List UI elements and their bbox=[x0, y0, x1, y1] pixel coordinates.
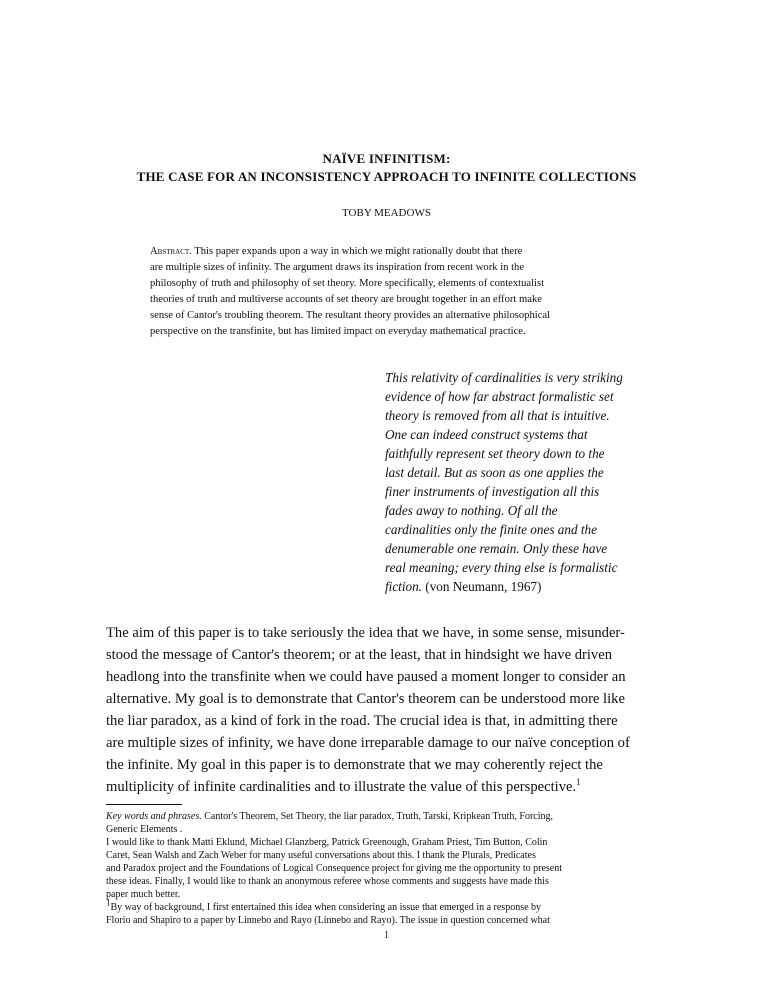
abstract-line: philosophy of truth and philosophy of set theory. More specifically, elements of contextualist bbox=[150, 278, 545, 289]
keywords-line: Cantor's Theorem, Set Theory, the liar paradox, Truth, Tarski, Kripkean Truth, Forcing, bbox=[201, 811, 553, 822]
epigraph-line: theory is removed from all that is intuitive. bbox=[385, 408, 610, 423]
author: TOBY MEADOWS bbox=[342, 207, 431, 219]
page-number: 1 bbox=[384, 930, 389, 941]
epigraph-line: denumerable one remain. Only these have bbox=[385, 541, 608, 556]
abstract-line: theories of truth and multiverse accounts of set theory are brought together in an effort make bbox=[150, 294, 542, 305]
epigraph-line: last detail. But as soon as one applies the bbox=[385, 465, 604, 480]
epigraph-line: fiction. bbox=[385, 579, 422, 594]
body-line: alternative. My goal is to demonstrate that Cantor's theorem can be understood more like bbox=[106, 691, 625, 707]
epigraph-line: One can indeed construct systems that bbox=[385, 427, 588, 442]
body-line: the infinite. My goal in this paper is to demonstrate that we may coherently reject the bbox=[106, 757, 603, 773]
epigraph-line: evidence of how far abstract formalistic set bbox=[385, 389, 614, 404]
epigraph-line: cardinalities only the finite ones and the bbox=[385, 522, 597, 537]
thanks-line: Caret, Sean Walsh and Zach Weber for many useful conversations about this. I thank the Plurals, Predicates bbox=[106, 850, 536, 861]
body-line: the liar paradox, as a kind of fork in the road. The crucial idea is that, in admitting there bbox=[106, 713, 618, 729]
epigraph-line: real meaning; every thing else is formalistic bbox=[385, 560, 618, 575]
footnote-rule bbox=[106, 804, 182, 805]
abstract-label: Abstract. bbox=[150, 246, 192, 257]
footnote-reference[interactable]: 1 bbox=[576, 777, 581, 788]
thanks-line: paper much better. bbox=[106, 889, 181, 900]
abstract-line: This paper expands upon a way in which we might rationally doubt that there bbox=[191, 246, 523, 257]
abstract-line: sense of Cantor's troubling theorem. The resultant theory provides an alternative philosophical bbox=[150, 310, 551, 321]
epigraph-line: finer instruments of investigation all this bbox=[385, 484, 600, 499]
body-line: The aim of this paper is to take seriously the idea that we have, in some sense, misunder- bbox=[106, 625, 625, 641]
body-line: multiplicity of infinite cardinalities and to illustrate the value of this perspective. bbox=[106, 779, 577, 795]
abstract bbox=[150, 244, 621, 340]
epigraph-citation: (von Neumann, 1967) bbox=[422, 579, 542, 594]
abstract-line: perspective on the transfinite, but has limited impact on everyday mathematical practice. bbox=[150, 326, 526, 337]
keywords-label: Key words and phrases. bbox=[106, 811, 202, 822]
abstract-line: are multiple sizes of infinity. The argument draws its inspiration from recent work in the bbox=[150, 262, 525, 273]
footnotes bbox=[106, 810, 667, 927]
epigraph-line: This relativity of cardinalities is very striking bbox=[385, 370, 623, 385]
epigraph-line: faithfully represent set theory down to the bbox=[385, 446, 605, 461]
thanks-line: these ideas. Finally, I would like to thank an anonymous referee whose comments and suggests have made this bbox=[106, 876, 549, 887]
epigraph bbox=[385, 368, 667, 596]
thanks-line: I would like to thank Matti Eklund, Michael Glanzberg, Patrick Greenough, Graham Priest, Tim Button, Colin bbox=[106, 837, 548, 848]
body-line: are multiple sizes of infinity, we have done irreparable damage to our naïve conception of bbox=[106, 735, 630, 751]
thanks-line: and Paradox project and the Foundations of Logical Consequence project for giving me the opportunity to present bbox=[106, 863, 562, 874]
body-line: headlong into the transfinite when we could have paused a moment longer to consider an bbox=[106, 669, 626, 685]
title-line-2: THE CASE FOR AN INCONSISTENCY APPROACH TO INFINITE COLLECTIONS bbox=[136, 169, 637, 184]
body-line: stood the message of Cantor's theorem; or at the least, that in hindsight we have driven bbox=[106, 647, 612, 663]
body-paragraph bbox=[106, 622, 667, 798]
footnote-line: Florio and Shapiro to a paper by Linnebo and Rayo (Linnebo and Rayo). The issue in question concerned what bbox=[106, 915, 550, 926]
title-line-1: NAÏVE INFINITISM: bbox=[322, 151, 451, 166]
footnote-line: By way of background, I first entertained this idea when considering an issue that emerged in a response by bbox=[110, 902, 542, 913]
keywords-line: Generic Elements . bbox=[106, 824, 183, 835]
epigraph-line: fades away to nothing. Of all the bbox=[385, 503, 558, 518]
footnote-mark: 1 bbox=[106, 897, 111, 908]
